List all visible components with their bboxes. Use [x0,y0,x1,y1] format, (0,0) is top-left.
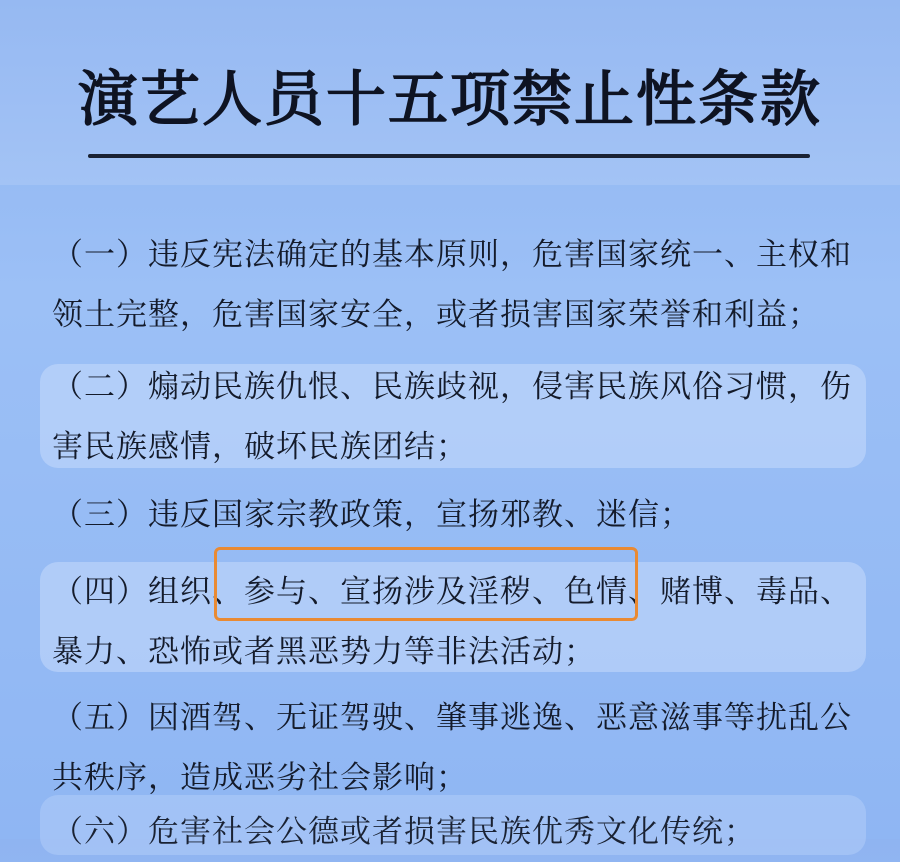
clause-line: （三）违反国家宗教政策，宣扬邪教、迷信； [52,497,692,533]
highlight-box [214,547,638,621]
clause-1 [52,225,882,345]
clause-5 [52,688,882,808]
page-title: 演艺人员十五项禁止性条款 [78,65,822,135]
clause-line: （六）危害社会公德或者损害民族优秀文化传统； [52,814,756,850]
clause-line: 领土完整，危害国家安全，或者损害国家荣誉和利益； [52,297,820,333]
clause-line: 暴力、恐怖或者黑恶势力等非法活动； [52,634,596,670]
clause-line: （四）组织、参与、宣扬涉及淫秽、色情、赌博、毒品、 [52,574,852,610]
clause-3 [52,485,882,545]
clause-line: 共秩序，造成恶劣社会影响； [52,760,468,796]
clause-line: （二）煽动民族仇恨、民族歧视，侵害民族风俗习惯，伤 [52,369,852,405]
clause-line: （一）违反宪法确定的基本原则，危害国家统一、主权和 [52,237,852,273]
clause-line: 害民族感情，破坏民族团结； [52,429,468,465]
clause-line: （五）因酒驾、无证驾驶、肇事逃逸、恶意滋事等扰乱公 [52,700,852,736]
clause-2 [52,357,882,477]
header-banner [0,0,900,185]
clause-6 [52,802,882,862]
title-underline [88,154,810,158]
